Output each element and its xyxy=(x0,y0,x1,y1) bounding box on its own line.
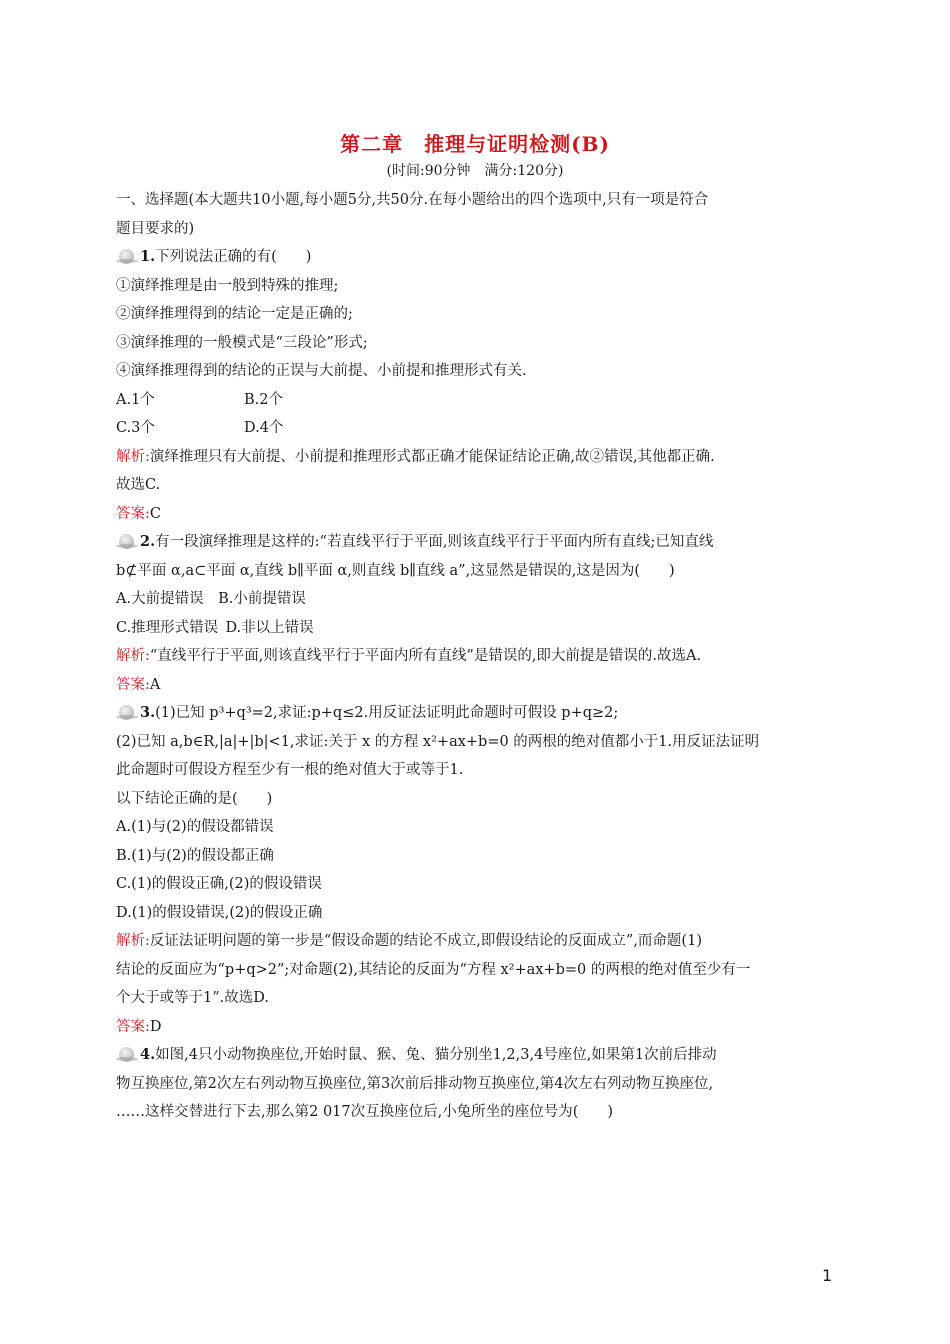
statement-4: ④演绎推理得到的结论的正误与大前提、小前提和推理形式有关. xyxy=(116,363,527,379)
section-heading: 一、选择题(本大题共10小题,每小题5分,共50分.在每小题给出的四个选项中,只有一项是符合 xyxy=(116,192,709,208)
question-marker-icon xyxy=(116,247,138,264)
question-stem: 下列说法正确的有( ) xyxy=(155,249,312,265)
answer-value: A xyxy=(149,676,161,693)
answer xyxy=(116,1013,836,1042)
analysis-text: 反证法证明问题的第一步是“假设命题的结论不成立,即假设结论的反面成立”,而命题(1) xyxy=(149,933,702,949)
answer-value: C xyxy=(149,505,161,522)
options-row xyxy=(116,414,836,443)
option-d: D.非以上错误 xyxy=(225,619,314,636)
question-stem-cont: ……这样交替进行下去,那么第2 017次互换座位后,小兔所坐的座位号为( ) xyxy=(116,1104,614,1120)
statement-1: ①演绎推理是由一般到特殊的推理; xyxy=(116,277,339,294)
question-number: 4. xyxy=(140,1046,156,1063)
analysis xyxy=(116,927,836,956)
option-d: D.4个 xyxy=(244,420,284,436)
answer-label: 答案: xyxy=(116,676,150,693)
page-number: 1 xyxy=(822,1266,833,1285)
question-1 xyxy=(116,243,836,272)
analysis-cont: 个大于或等于1”.故选D. xyxy=(116,990,269,1006)
question-prompt: 以下结论正确的是( ) xyxy=(116,790,273,807)
exam-info: (时间:90分钟 满分:120分) xyxy=(386,163,564,179)
option-d: D.(1)的假设错误,(2)的假设正确 xyxy=(116,904,323,921)
content xyxy=(116,186,836,1127)
answer-label: 答案: xyxy=(116,1018,150,1035)
page-title: 第二章 推理与证明检测(B) xyxy=(340,132,610,156)
question-2 xyxy=(116,528,836,557)
options-row xyxy=(116,386,836,415)
question-stem: 有一段演绎推理是这样的:“若直线平行于平面,则该直线平行于平面内所有直线;已知直线 xyxy=(155,534,714,550)
question-stem: 如图,4只小动物换座位,开始时鼠、猴、兔、猫分别坐1,2,3,4号座位,如果第1次前后排动 xyxy=(155,1047,717,1063)
answer xyxy=(116,500,836,529)
question-marker-icon xyxy=(116,1045,138,1062)
option-a: A.大前提错误 xyxy=(116,591,204,607)
question-marker-icon xyxy=(116,532,138,549)
analysis-text: “直线平行于平面,则该直线平行于平面内所有直线”是错误的,即大前提是错误的.故选A. xyxy=(149,648,702,664)
section-heading-cont: 题目要求的) xyxy=(116,220,195,237)
question-stem-cont: 此命题时可假设方程至少有一根的绝对值大于或等于1. xyxy=(116,762,464,778)
analysis-label: 解析: xyxy=(116,448,150,465)
analysis xyxy=(116,443,836,472)
question-stem: (1)已知 p³+q³=2,求证:p+q≤2.用反证法证明此命题时可假设 p+q≥2; xyxy=(155,705,619,721)
option-c: C.推理形式错误 xyxy=(116,619,219,636)
option-c: C.3个 xyxy=(116,420,155,436)
analysis-cont: 结论的反面应为“p+q>2”;对命题(2),其结论的反面为“方程 x²+ax+b=0 的两根的绝对值至少有一 xyxy=(116,961,751,978)
answer-label: 答案: xyxy=(116,505,150,522)
question-number: 2. xyxy=(140,533,156,550)
option-a: A.(1)与(2)的假设都错误 xyxy=(116,819,274,835)
analysis xyxy=(116,642,836,671)
answer-value: D xyxy=(149,1018,162,1035)
question-stem-cont: b⊄平面 α,a⊂平面 α,直线 b∥平面 α,则直线 b∥直线 a”,这显然是错误的,这是因为( ) xyxy=(116,562,675,579)
analysis-label: 解析: xyxy=(116,648,150,664)
statement-2: ②演绎推理得到的结论一定是正确的; xyxy=(116,306,353,322)
answer xyxy=(116,671,836,700)
option-b: B.小前提错误 xyxy=(218,591,306,607)
options-row xyxy=(116,585,836,614)
question-marker-icon xyxy=(116,703,138,720)
question-number: 3. xyxy=(140,704,156,721)
analysis-text: 演绎推理只有大前提、小前提和推理形式都正确才能保证结论正确,故②错误,其他都正确. xyxy=(149,448,715,465)
option-c: C.(1)的假设正确,(2)的假设错误 xyxy=(116,876,322,892)
question-4 xyxy=(116,1041,836,1070)
question-number: 1. xyxy=(140,248,156,265)
analysis-label: 解析: xyxy=(116,933,150,949)
option-b: B.2个 xyxy=(244,391,283,408)
question-stem-cont: (2)已知 a,b∈R,|a|+|b|<1,求证:关于 x 的方程 x²+ax+b=0 的两根的绝对值都小于1.用反证法证明 xyxy=(116,733,760,750)
question-stem-cont: 物互换座位,第2次左右列动物互换座位,第3次前后排动物互换座位,第4次左右列动物互换座位, xyxy=(116,1075,714,1092)
question-3 xyxy=(116,699,836,728)
option-b: B.(1)与(2)的假设都正确 xyxy=(116,847,274,864)
option-a: A.1个 xyxy=(116,391,155,408)
statement-3: ③演绎推理的一般模式是“三段论”形式; xyxy=(116,334,368,351)
analysis-cont: 故选C. xyxy=(116,477,161,493)
options-row xyxy=(116,614,836,643)
